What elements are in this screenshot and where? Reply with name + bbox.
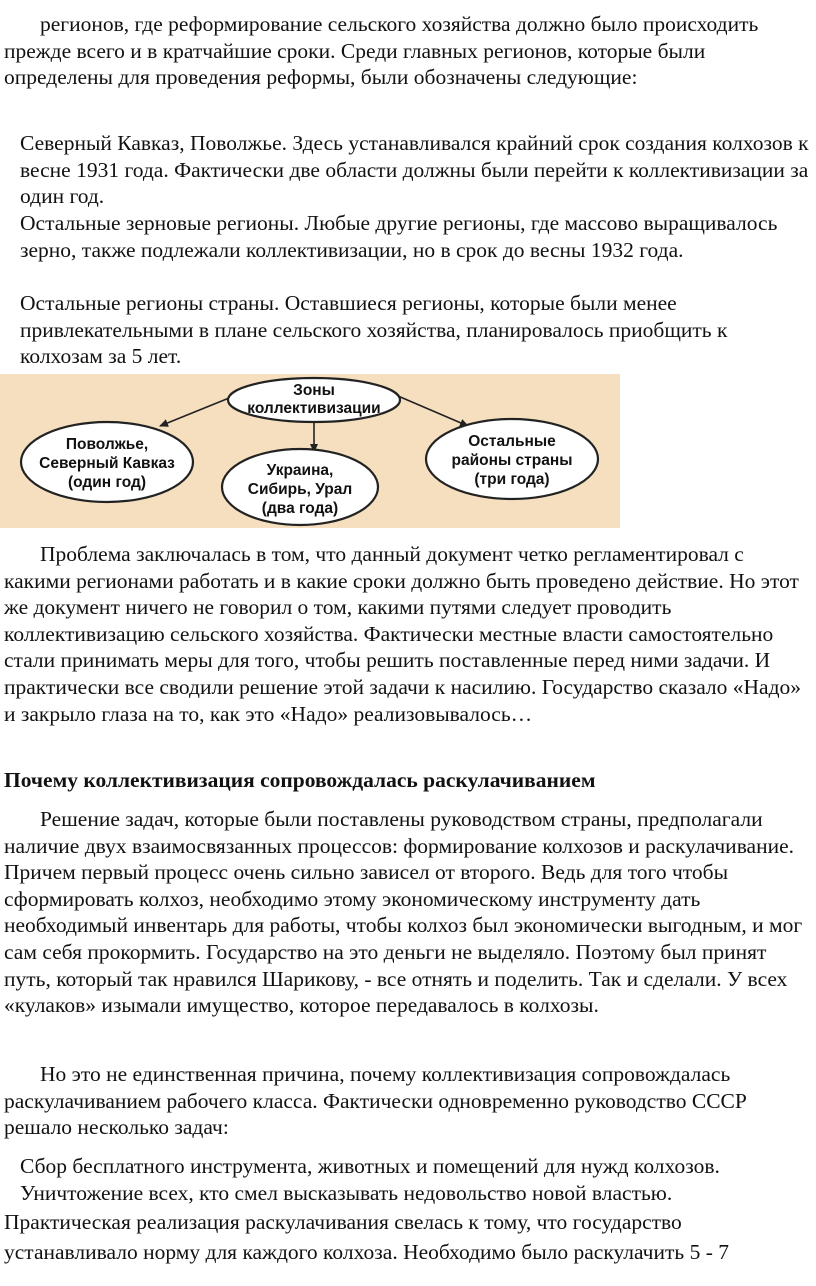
right-zone-label-line-1: Остальные (468, 433, 556, 450)
section-heading: Почему коллективизация сопровождалась раскулачиванием (4, 768, 596, 792)
right-zone-label-line-3: (три года) (474, 471, 550, 488)
arrow-to-left-zone (160, 396, 234, 426)
left-zone-label-line-3: (один год) (68, 474, 146, 491)
root-label-line-2: коллективизации (247, 400, 381, 417)
middle-zone-label-line-1: Украина, (266, 462, 334, 479)
task-item-tools: Сбор бесплатного инструмента, животных и помещений для нужд колхозов. (20, 1154, 720, 1178)
root-label-line-1: Зоны (293, 382, 335, 399)
task-item-destruction: Уничтожение всех, кто смел высказывать недовольство новой властью. (20, 1181, 673, 1205)
intro-paragraph: регионов, где реформирование сельского хозяйства должно было происходить прежде всего и в кратчайшие сроки. Среди главных регионов, которые были определены для проведения реформы, были обозначены следующие: (4, 12, 759, 90)
reason-paragraph: Но это не единственная причина, почему коллективизация сопровождалась раскулачиванием рабочего класса. Фактически одновременно руководство СССР решало несколько задач: (4, 1062, 747, 1140)
middle-zone-label-line-2: Сибирь, Урал (247, 481, 353, 498)
collectivization-zones-diagram (0, 374, 620, 528)
arrow-to-right-zone (398, 396, 468, 426)
middle-zone-label-line-3: (два года) (261, 500, 339, 517)
list-item-north-caucasus: Северный Кавказ, Поволжье. Здесь устанавливался крайний срок создания колхозов к весне 1931 года. Фактически две области должны были перейти к коллективизации за один год. (20, 131, 809, 209)
list-item-other-regions: Остальные регионы страны. Оставшиеся регионы, которые были менее привлекательными в плане сельского хозяйства, планировалось приобщить к колхозам за 5 лет. (20, 291, 728, 369)
final-paragraph: Практическая реализация раскулачивания свелась к тому, что государство устанавливало норму для каждого колхоза. Необходимо было раскулачить 5 - 7 (4, 1210, 729, 1264)
left-zone-label-line-2: Северный Кавказ (39, 455, 175, 472)
left-zone-label-line-1: Поволжье, (65, 436, 149, 453)
right-zone-label-line-2: районы страны (451, 452, 573, 469)
problem-paragraph: Проблема заключалась в том, что данный документ четко регламентировал с какими регионами работать и в какие сроки должно быть проведено действие. Но этот же документ ничего не говорил о том, какими путями следует проводить коллективизацию сельского хозяйства. Фактически местные власти самостоятельно стали принимать меры для того, чтобы решить поставленные перед ними задачи. И практически все сводили решение этой задачи к насилию. Государство сказало «Надо» и закрыло глаза на то, как это «Надо» реализовывалось… (4, 542, 802, 726)
list-item-grain-regions: Остальные зерновые регионы. Любые другие регионы, где массово выращивалось зерно, также подлежали коллективизации, но в срок до весны 1932 года. (20, 211, 778, 262)
diagram-svg (0, 374, 620, 528)
solution-paragraph: Решение задач, которые были поставлены руководством страны, предполагали наличие двух взаимосвязанных процессов: формирование колхозов и раскулачивание. Причем первый процесс очень сильно зависел от второго. Ведь для того чтобы сформировать колхоз, необходимо этому экономическому инструменту дать необходимый инвентарь для работы, чтобы колхоз был экономически выгодным, и мог сам себя прокормить. Государство на это деньги не выделяло. Поэтому был принят путь, который так нравился Шарикову, - все отнять и поделить. Так и сделали. У всех «кулаков» изымали имущество, которое передавалось в колхозы. (4, 807, 803, 1018)
